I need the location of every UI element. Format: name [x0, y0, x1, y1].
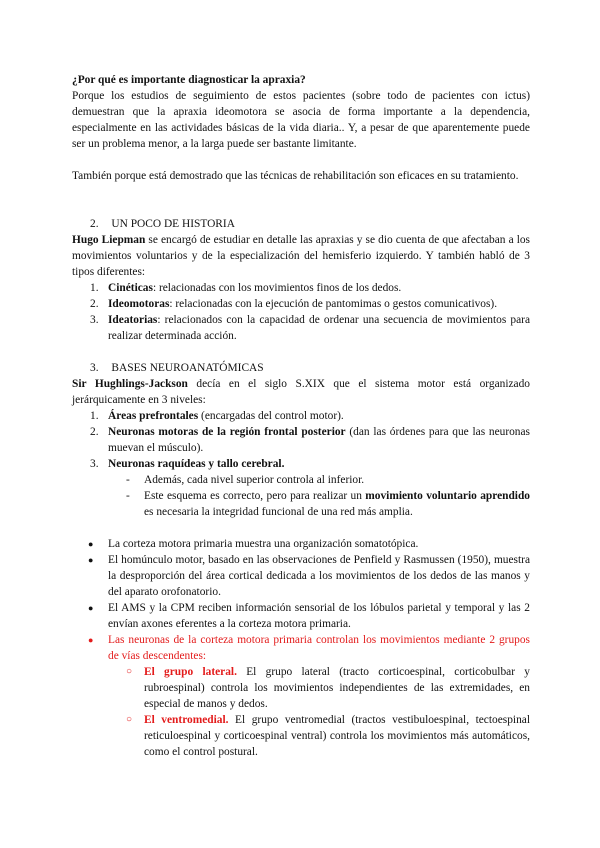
author-name: Hugo Liepman: [72, 234, 146, 246]
section-number: 2.: [90, 218, 99, 230]
sub-item: ○ El ventromedial. El grupo ventromedial (tractos vestibuloespinal, tectoespinal reticuloespinal y corticoespinal ventral) controla los movimientos más automáticos, como el control postural.: [126, 714, 530, 758]
dash-item: - Además, cada nivel superior controla al inferior.: [126, 474, 365, 486]
historia-intro: Hugo Liepman se encargó de estudiar en detalle las apraxias y se dio cuenta de que afectaban a los movimientos voluntarios y de la especialización del hemisferio izquierdo. Y también habló de 3 tipos diferentes:: [72, 234, 530, 278]
bullet-item-red: ● Las neuronas de la corteza motora primaria controlan los movimientos mediante 2 grupos de vías descendentes:: [88, 634, 530, 662]
sub-item: ○ El grupo lateral. El grupo lateral (tracto corticoespinal, corticobulbar y rubroespinal) controla los movimientos independientes de las extremidades, en especial de manos y dedos.: [126, 666, 530, 710]
section-title: BASES NEUROANATÓMICAS: [111, 362, 264, 374]
list-item: 2. Neuronas motoras de la región frontal posterior (dan las órdenes para que las neuronas muevan el músculo).: [90, 426, 530, 454]
historia-list: [72, 280, 530, 344]
bases-intro: Sir Hughlings-Jackson decía en el siglo S.XIX que el sistema motor está organizado jerárquicamente en 3 niveles:: [72, 378, 530, 406]
bases-heading: [90, 360, 264, 376]
author-name: Sir Hughlings-Jackson: [72, 378, 188, 390]
bullet-item: ● El homúnculo motor, basado en las observaciones de Penfield y Rasmussen (1950), muestra la desproporción del área cortical dedicada a los movimientos de los dedos de las manos y del aparato orofonatorio.: [88, 554, 530, 598]
list-item: 1. Cinéticas: relacionadas con los movimientos finos de los dedos.: [90, 282, 402, 294]
bullet-item: ● La corteza motora primaria muestra una organización somatotópica.: [88, 538, 419, 550]
apraxia-heading: ¿Por qué es importante diagnosticar la apraxia?: [72, 74, 306, 86]
dash-item: - Este esquema es correcto, pero para realizar un movimiento voluntario aprendido es necesaria la integridad funcional de una red más amplia.: [126, 490, 530, 518]
apraxia-paragraph-1: Porque los estudios de seguimiento de estos pacientes (sobre todo de pacientes con ictus) demuestran que la apraxia ideomotora se asocia de forma importante a la dependencia, especialmente en las actividades básicas de la vida diaria.. Y, a pesar de que aparentemente puede ser un problema menor, a la larga puede ser bastante limitante.: [72, 90, 530, 150]
bullet-item: ● El AMS y la CPM reciben información sensorial de los lóbulos parietal y temporal y las 2 envían axones eferentes a la corteza motora primaria.: [88, 602, 530, 630]
bases-list: [72, 408, 530, 472]
section-title: UN POCO DE HISTORIA: [111, 218, 235, 230]
section-number: 3.: [90, 362, 99, 374]
historia-heading: [90, 216, 235, 232]
list-item: 2. Ideomotoras: relacionadas con la ejecución de pantomimas o gestos comunicativos).: [90, 298, 498, 310]
list-item: 3. Ideatorias: relacionados con la capacidad de ordenar una secuencia de movimientos para realizar determinada acción.: [90, 314, 530, 342]
apraxia-paragraph-2: También porque está demostrado que las técnicas de rehabilitación son eficaces en su tratamiento.: [72, 170, 519, 182]
list-item: 3. Neuronas raquídeas y tallo cerebral.: [90, 458, 285, 470]
list-item: 1. Áreas prefrontales (encargadas del control motor).: [90, 410, 344, 422]
